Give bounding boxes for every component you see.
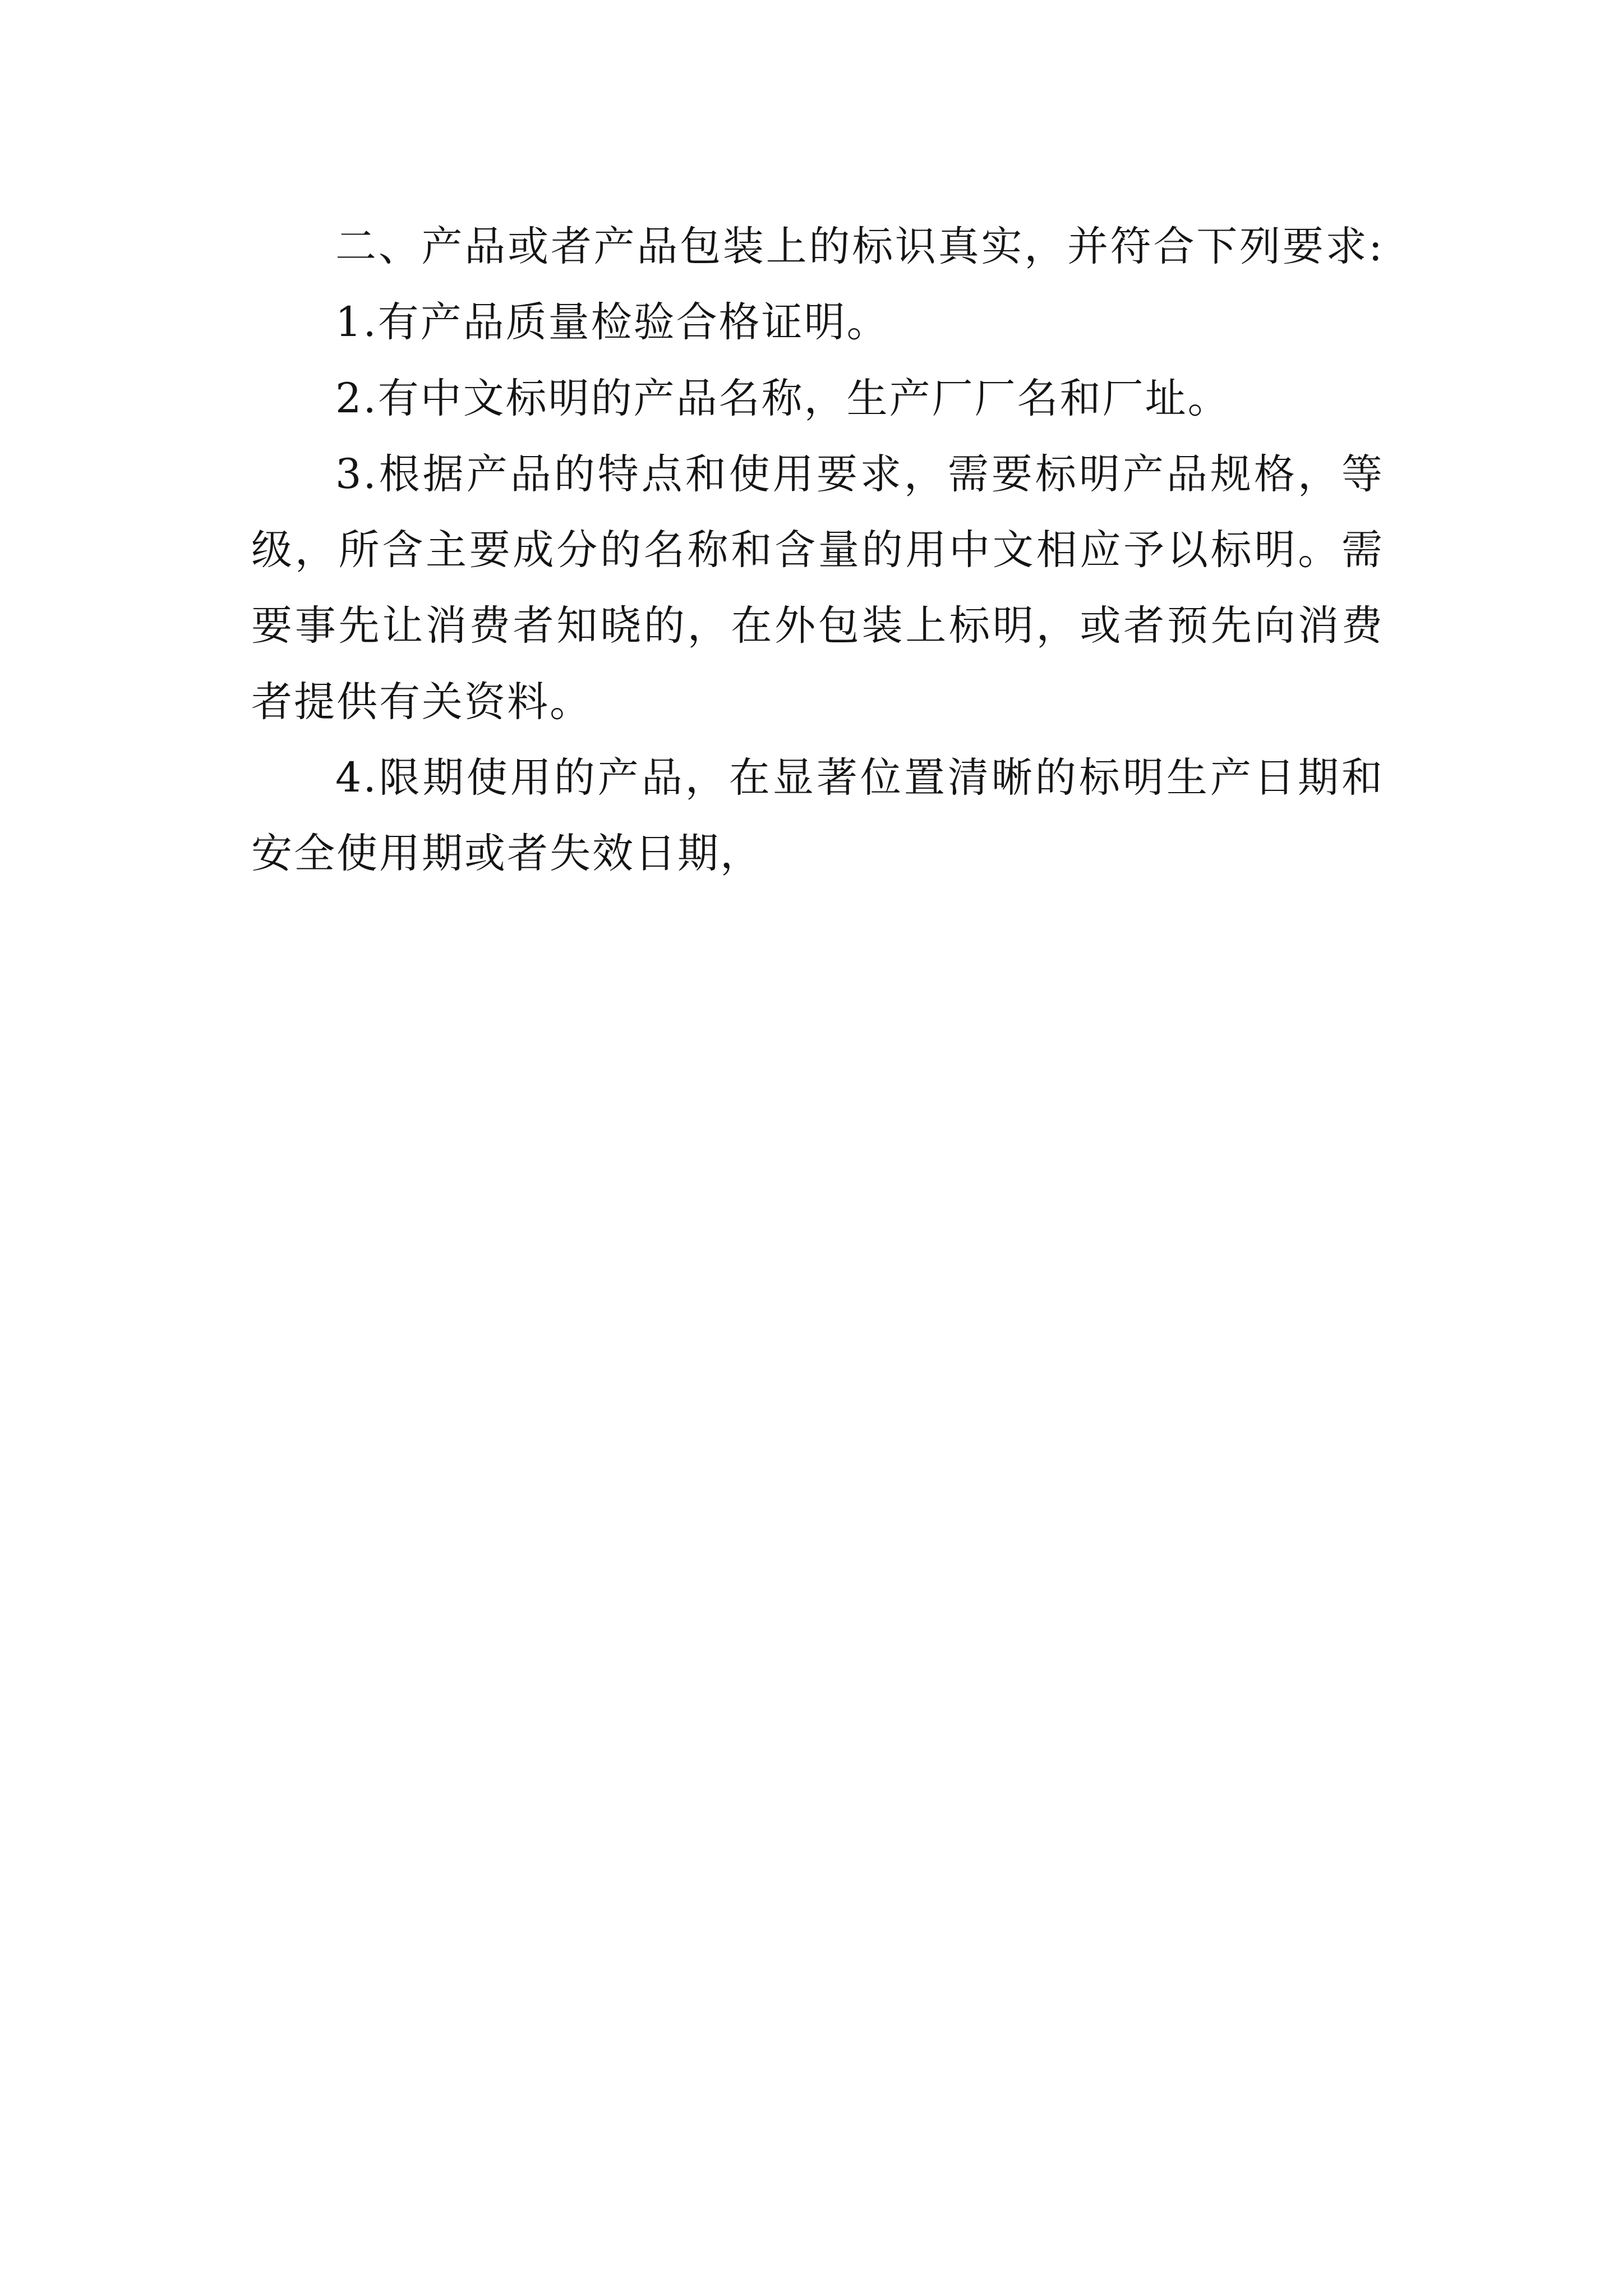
document-body bbox=[251, 209, 1384, 892]
text-line: 要事先让消费者知晓的，在外包装上标明，或者预先向消费 bbox=[251, 602, 1384, 650]
text-line: 4.限期使用的产品，在显著位置清晰的标明生产日期和 bbox=[335, 754, 1384, 802]
text-line: 1.有产品质量检验合格证明。 bbox=[335, 298, 889, 347]
text-line: 者提供有关资料。 bbox=[251, 678, 592, 726]
text-line: 2.有中文标明的产品名称，生产厂厂名和厂址。 bbox=[335, 374, 1230, 422]
text-line: 3.根据产品的特点和使用要求，需要标明产品规格，等 bbox=[335, 450, 1384, 498]
text-line: 二、产品或者产品包装上的标识真实，并符合下列要求: bbox=[335, 223, 1384, 270]
text-line: 级，所含主要成分的名称和含量的用中文相应予以标明。需 bbox=[251, 526, 1384, 574]
text-line: 安全使用期或者失效日期， bbox=[251, 830, 763, 878]
